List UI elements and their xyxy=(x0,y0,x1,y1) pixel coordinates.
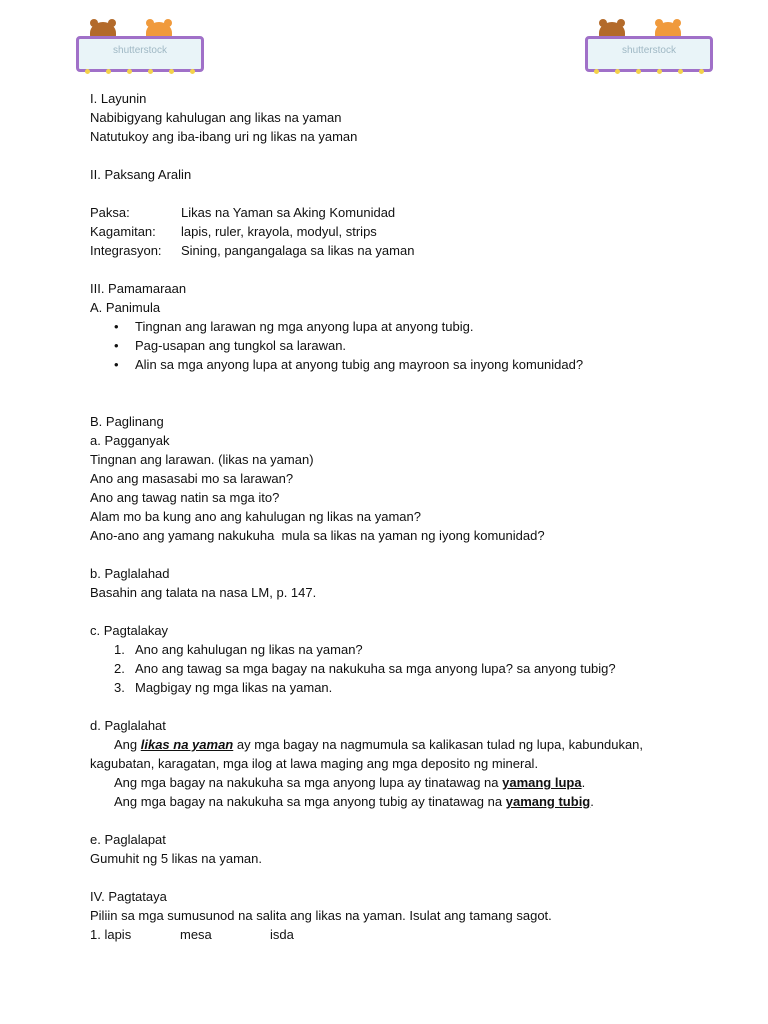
paglalapat-text: Gumuhit ng 5 likas na yaman. xyxy=(90,851,262,866)
subheading-panimula: A. Panimula xyxy=(90,300,161,315)
row-kagamitan xyxy=(90,222,710,241)
list-item: • Pag-usapan ang tungkol sa larawan. xyxy=(90,336,710,355)
section-heading-layunin: I. Layunin xyxy=(90,91,147,106)
list-item: • Alin sa mga anyong lupa at anyong tubig ang mayroon sa inyong komunidad? xyxy=(90,355,710,374)
term-yamang-lupa: yamang lupa xyxy=(502,775,582,790)
pagganyak-line: Alam mo ba kung ano ang kahulugan ng likas na yaman? xyxy=(90,509,421,524)
term-likas-na-yaman: likas na yaman xyxy=(140,737,234,752)
item-number: 3. xyxy=(114,680,125,695)
pagganyak-line: Ano ang tawag natin sa mga ito? xyxy=(90,490,280,505)
subheading-pagtalakay: c. Pagtalakay xyxy=(90,623,169,638)
value: Sining, pangangalaga sa likas na yaman xyxy=(181,243,415,258)
paglalahad-text: Basahin ang talata na nasa LM, p. 147. xyxy=(90,585,317,600)
choice: isda xyxy=(270,927,294,942)
item-number: 1. xyxy=(114,642,125,657)
objective-1: Nabibigyang kahulugan ang likas na yaman xyxy=(90,110,342,125)
paglalahat-p1: Ang likas na yaman ay mga bagay na nagmumula sa kalikasan tulad ng lupa, kabundukan, xyxy=(114,737,644,752)
term-yamang-tubig: yamang tubig xyxy=(505,794,591,809)
section-heading-paksang-aralin: II. Paksang Aralin xyxy=(90,167,192,182)
list-item: • Tingnan ang larawan ng mga anyong lupa at anyong tubig. xyxy=(90,317,710,336)
watermark: shutterstock xyxy=(113,45,167,56)
row-paksa xyxy=(90,203,710,222)
pagtataya-instruction: Piliin sa mga sumusunod na salita ang likas na yaman. Isulat ang tamang sagot. xyxy=(90,908,552,923)
label: Kagamitan: xyxy=(90,224,156,239)
header-badge-left xyxy=(76,22,206,74)
lesson-plan xyxy=(90,89,710,944)
pagganyak-line: Tingnan ang larawan. (likas na yaman) xyxy=(90,452,314,467)
choice: mesa xyxy=(180,927,212,942)
section-heading-pamamaraan: III. Pamamaraan xyxy=(90,281,187,296)
paglalahat-p2: Ang mga bagay na nakukuha sa mga anyong lupa ay tinatawag na yamang lupa. xyxy=(114,775,586,790)
choice: 1. lapis xyxy=(90,927,132,942)
header-badge-right xyxy=(585,22,715,74)
objective-2: Natutukoy ang iba-ibang uri ng likas na yaman xyxy=(90,129,358,144)
test-row-1 xyxy=(90,925,710,944)
pagganyak-line: Ano ang masasabi mo sa larawan? xyxy=(90,471,294,486)
value: Likas na Yaman sa Aking Komunidad xyxy=(181,205,396,220)
subheading-paglalapat: e. Paglalapat xyxy=(90,832,166,847)
pagtalakay-list xyxy=(90,640,710,697)
row-integrasyon xyxy=(90,241,710,260)
subheading-pagganyak: a. Pagganyak xyxy=(90,433,170,448)
label: Integrasyon: xyxy=(90,243,162,258)
item-text: Ano ang tawag sa mga bagay na nakukuha sa mga anyong lupa? sa anyong tubig? xyxy=(135,661,616,676)
label: Paksa: xyxy=(90,205,130,220)
section-heading-pagtataya: IV. Pagtataya xyxy=(90,889,167,904)
subheading-paglalahad: b. Paglalahad xyxy=(90,566,170,581)
item-text: Ano ang kahulugan ng likas na yaman? xyxy=(135,642,363,657)
item-number: 2. xyxy=(114,661,125,676)
list-item xyxy=(90,678,710,697)
list-item xyxy=(90,659,710,678)
value: lapis, ruler, krayola, modyul, strips xyxy=(181,224,377,239)
panimula-list xyxy=(90,317,710,374)
badge-frame xyxy=(76,36,204,72)
pagganyak-line: Ano-ano ang yamang nakukuha mula sa likas na yaman ng iyong komunidad? xyxy=(90,528,545,543)
badge-frame xyxy=(585,36,713,72)
subheading-paglalahat: d. Paglalahat xyxy=(90,718,166,733)
list-item xyxy=(90,640,710,659)
watermark: shutterstock xyxy=(622,45,676,56)
paglalahat-p3: Ang mga bagay na nakukuha sa mga anyong tubig ay tinatawag na yamang tubig. xyxy=(114,794,594,809)
paglalahat-p1-cont: kagubatan, karagatan, mga ilog at lawa maging ang mga deposito ng mineral. xyxy=(90,756,539,771)
item-text: Magbigay ng mga likas na yaman. xyxy=(135,680,333,695)
subheading-paglinang: B. Paglinang xyxy=(90,414,164,429)
